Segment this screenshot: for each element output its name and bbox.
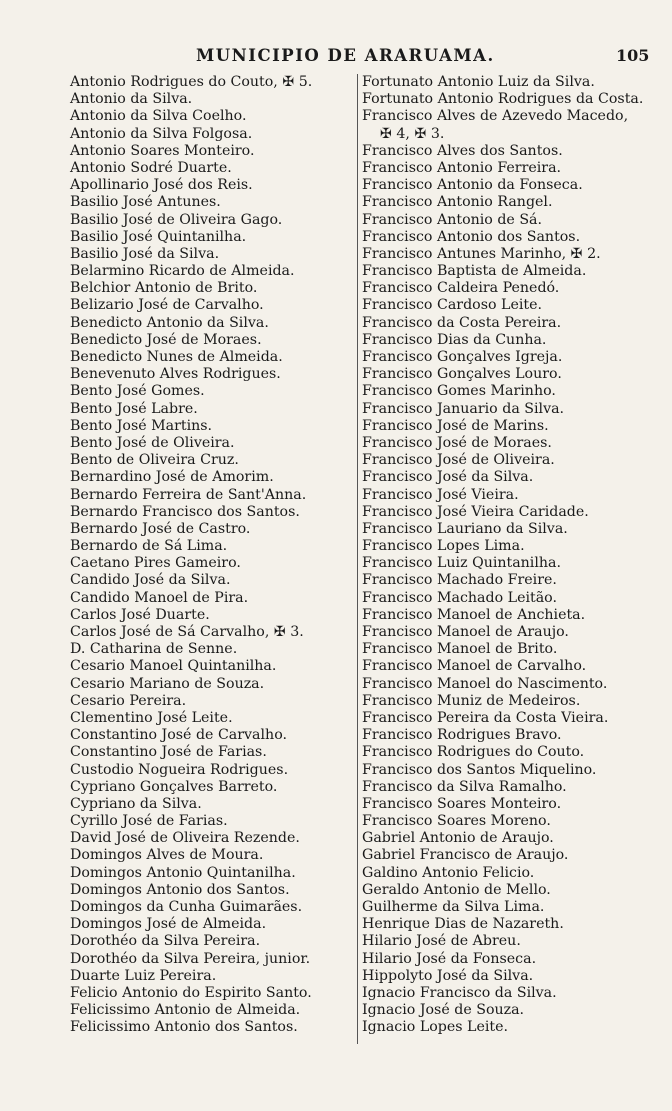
name-entry: Dorothéo da Silva Pereira. [70,933,261,950]
page-number: 105 [616,46,650,65]
name-entry: Francisco Gonçalves Louro. [362,366,562,383]
name-entry: Francisco Manoel de Carvalho. [362,658,587,675]
name-entry: Domingos Antonio Quintanilha. [70,864,296,881]
name-entry: Cesario Mariano de Souza. [70,675,265,692]
name-entry: Benedicto Antonio da Silva. [70,314,269,331]
name-entry: Cesario Manoel Quintanilha. [70,658,277,675]
name-entry: Domingos Alves de Moura. [70,847,264,864]
name-entry: ✠ 4, ✠ 3. [380,125,445,142]
name-entry: Caetano Pires Gameiro. [70,555,241,572]
name-entry: Francisco Gomes Marinho. [362,383,556,400]
name-entry: Basilio José Quintanilha. [70,228,247,245]
name-entry: Duarte Luiz Pereira. [70,967,217,984]
name-entry: Benedicto José de Moraes. [70,331,262,348]
name-entry: Benedicto Nunes de Almeida. [70,349,283,365]
name-entry: Bernardo de Sá Lima. [70,538,228,555]
name-entry: Francisco da Costa Pereira. [362,314,562,331]
name-entry: Basilio José da Silva. [70,245,220,262]
name-entry: Francisco José Vieira. [362,486,519,503]
name-entry: Belizario José de Carvalho. [70,297,264,314]
name-entry: Cyrillo José de Farias. [70,813,228,830]
name-entry: Francisco Lopes Lima. [362,538,525,555]
name-entry: Francisco Manoel de Brito. [362,641,558,658]
name-entry: Hilario José da Fonseca. [362,950,537,967]
name-entry: Geraldo Antonio de Mello. [362,881,551,898]
name-entry: Antonio da Silva Coelho. [70,108,247,125]
name-entry: Gabriel Antonio de Araujo. [362,830,554,847]
name-entry: Bento José Martins. [70,417,213,434]
page-header [0,46,672,70]
column-divider [357,74,358,1044]
name-entry: Francisco Januario da Silva. [362,400,565,417]
name-entry: Felicissimo Antonio dos Santos. [70,1019,298,1036]
name-entry: Belchior Antonio de Brito. [70,280,258,297]
name-entry: Antonio da Silva. [70,91,193,108]
name-entry: Cesario Pereira. [70,692,187,709]
name-entry: Francisco Cardoso Leite. [362,297,542,314]
name-entry: Francisco Baptista de Almeida. [362,263,587,280]
name-entry: Francisco Dias da Cunha. [362,331,547,348]
name-entry: Antonio da Silva Folgosa. [70,125,253,142]
name-entry: Francisco Muniz de Medeiros. [362,692,581,709]
name-entry: Domingos Antonio dos Santos. [70,881,290,898]
name-entry: Custodio Nogueira Rodrigues. [70,761,289,778]
name-entry: Hilario José de Abreu. [362,933,521,950]
name-entry: Francisco Gonçalves Igreja. [362,349,563,365]
name-entry: Francisco Rodrigues do Couto. [362,744,585,761]
name-entry: Henrique Dias de Nazareth. [362,916,564,933]
name-entry: Guilherme da Silva Lima. [362,899,545,915]
name-entry: Fortunato Antonio Rodrigues da Costa. [362,91,644,108]
name-entry: Francisco dos Santos Miquelino. [362,761,597,778]
name-entry: Francisco Luiz Quintanilha. [362,555,561,572]
name-entry: Basilio José de Oliveira Gago. [70,211,283,228]
right-name-column [362,74,662,1037]
name-entry: Ignacio José de Souza. [362,1002,525,1019]
name-entry: Bernardo Francisco dos Santos. [70,503,300,520]
left-name-column [70,74,352,1037]
name-entry: Francisco Lauriano da Silva. [362,520,568,537]
name-entry: Cypriano da Silva. [70,795,202,812]
name-entry: Francisco Soares Monteiro. [362,795,562,812]
name-entry: Apollinario José dos Reis. [70,177,253,194]
name-entry: Francisco Rodrigues Bravo. [362,727,562,744]
name-entry: Francisco Antonio de Sá. [362,211,543,228]
name-entry: Francisco da Silva Ramalho. [362,778,567,795]
name-entry: Gabriel Francisco de Araujo. [362,847,569,864]
name-entry: Francisco Pereira da Costa Vieira. [362,709,609,726]
name-entry: Francisco José Vieira Caridade. [362,503,589,520]
name-entry: Francisco Antonio dos Santos. [362,228,581,245]
name-entry: Francisco Manoel do Nascimento. [362,675,608,692]
name-entry: Dorothéo da Silva Pereira, junior. [70,950,311,967]
name-entry: Francisco Antonio da Fonseca. [362,177,583,194]
name-entry: Bento José Gomes. [70,383,205,400]
name-entry: Ignacio Lopes Leite. [362,1019,509,1036]
name-entry: Francisco Soares Moreno. [362,813,551,830]
name-entry: Francisco Antonio Rangel. [362,194,553,211]
name-entry: Francisco Manoel de Araujo. [362,624,569,640]
page-title: MUNICIPIO DE ARARUAMA. [196,46,495,65]
name-entry: David José de Oliveira Rezende. [70,830,300,847]
name-entry: Francisco José da Silva. [362,469,534,486]
name-entry: Francisco Alves de Azevedo Macedo, [362,108,629,125]
name-entry: Antonio Sodré Duarte. [70,159,232,176]
name-entry: Francisco Caldeira Penedó. [362,280,560,297]
name-entry: Francisco Manoel de Anchieta. [362,606,586,623]
name-entry: Bento José Labre. [70,400,198,417]
name-entry: D. Catharina de Senne. [70,641,238,658]
name-entry: Francisco José de Oliveira. [362,452,555,469]
name-entry: Fortunato Antonio Luiz da Silva. [362,74,595,90]
name-entry: Francisco Machado Leitão. [362,589,557,606]
name-entry: Francisco Alves dos Santos. [362,142,563,159]
name-entry: Felicissimo Antonio de Almeida. [70,1002,301,1019]
name-entry: Constantino José de Farias. [70,744,267,761]
name-entry: Belarmino Ricardo de Almeida. [70,263,295,280]
name-entry: Felicio Antonio do Espirito Santo. [70,984,312,1001]
name-entry: Francisco José de Moraes. [362,434,552,451]
name-entry: Benevenuto Alves Rodrigues. [70,366,281,383]
name-entry: Galdino Antonio Felicio. [362,864,535,881]
name-entry: Basilio José Antunes. [70,194,221,211]
name-entry: Francisco Machado Freire. [362,572,557,589]
name-entry: Carlos José de Sá Carvalho, ✠ 3. [70,624,304,640]
name-entry: Constantino José de Carvalho. [70,727,287,744]
name-entry: Francisco Antunes Marinho, ✠ 2. [362,245,601,262]
name-entry: Domingos José de Almeida. [70,916,267,933]
name-entry: Cypriano Gonçalves Barreto. [70,778,278,795]
name-entry: Candido José da Silva. [70,572,231,589]
name-entry: Clementino José Leite. [70,709,233,726]
name-entry: Antonio Soares Monteiro. [70,142,255,159]
name-entry: Hippolyto José da Silva. [362,967,534,984]
name-entry: Antonio Rodrigues do Couto, ✠ 5. [70,74,313,90]
name-entry: Domingos da Cunha Guimarães. [70,899,303,915]
name-entry: Bento José de Oliveira. [70,434,235,451]
name-entry: Bernardo José de Castro. [70,520,251,537]
name-entry: Bernardo Ferreira de Sant'Anna. [70,486,307,503]
name-entry: Bento de Oliveira Cruz. [70,452,239,469]
name-entry: Ignacio Francisco da Silva. [362,984,557,1001]
name-entry: Candido Manoel de Pira. [70,589,249,606]
name-entry: Bernardino José de Amorim. [70,469,274,486]
name-entry: Carlos José Duarte. [70,606,210,623]
name-entry: Francisco Antonio Ferreira. [362,159,562,176]
name-entry: Francisco José de Marins. [362,417,549,434]
